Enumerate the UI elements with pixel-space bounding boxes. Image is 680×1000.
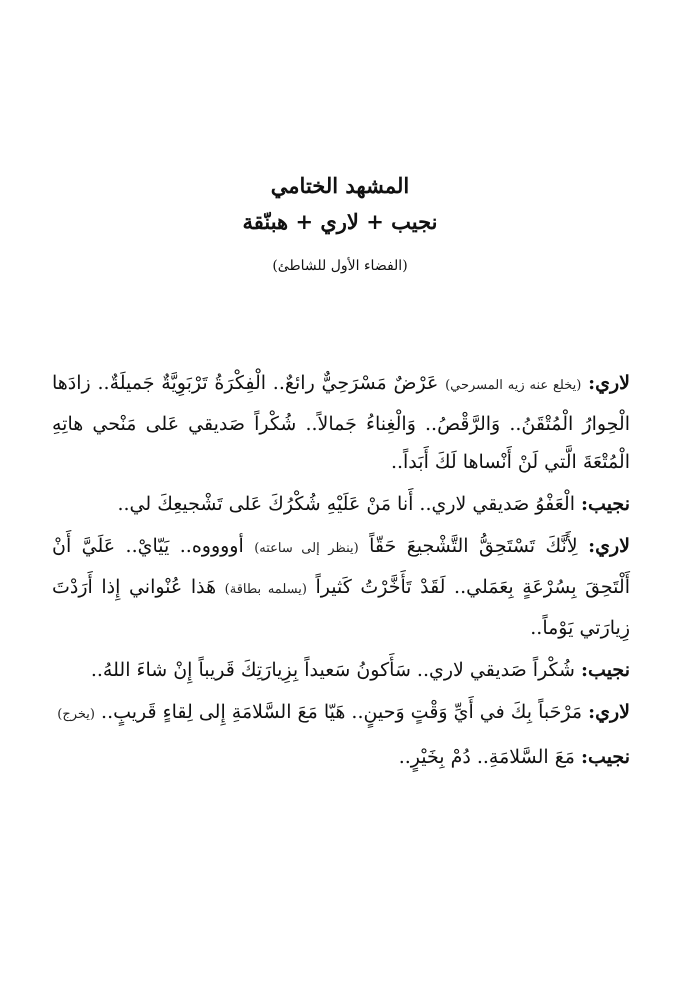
speaker-name: لاري: bbox=[588, 372, 630, 394]
dialogue-entry bbox=[52, 364, 630, 481]
dialogue-text: لِأَنَّكَ تَسْتَحِقُّ التَّشْجيعَ حَقّاً bbox=[358, 535, 578, 557]
scene-title: المشهد الختامي bbox=[270, 173, 410, 198]
speaker-name: لاري: bbox=[588, 535, 630, 557]
stage-direction: (يسلمه بطاقة) bbox=[224, 582, 307, 597]
dialogue bbox=[52, 364, 630, 780]
stage-direction: (ينظر إلى ساعته) bbox=[254, 541, 359, 556]
dialogue-entry bbox=[52, 485, 630, 523]
dialogue-text: الْعَفْوُ صَديقي لاري.. أَنا مَنْ عَلَيْهِ شُكْرُكَ عَلى تَشْجيعِكَ لي.. bbox=[117, 493, 575, 515]
dialogue-text: أووووه.. يَيّايْ.. عَلَيَّ أَنْ أَلْتَحِقَ بِسُرْعَةٍ بِعَمَلي.. لَقَدْ تَأَخَّرْتُ كَثيراً bbox=[52, 535, 630, 598]
dialogue-text: شُكْراً صَديقي لاري.. سَأَكونُ سَعيداً بِزِيارَتِكَ قَريباً إِنْ شاءَ اللهُ.. bbox=[90, 659, 575, 681]
dialogue-text: هَذا عُنْواني إِذا أَرَدْتَ زِيارَتي يَوْماً.. bbox=[52, 576, 630, 639]
dialogue-entry bbox=[52, 693, 630, 734]
dialogue-entry bbox=[52, 651, 630, 689]
dialogue-text: مَرْحَباً بِكَ في أَيِّ وَقْتٍ وَحينٍ.. هَيّا مَعَ السَّلامَةِ إِلى لِقاءٍ قَريبٍ.. bbox=[94, 701, 583, 723]
stage-direction: (يخلع عنه زيه المسرحي) bbox=[445, 378, 582, 393]
dialogue-entry bbox=[52, 738, 630, 776]
dialogue-text: عَرْضٌ مَسْرَحِيٌّ رائعٌ.. الْفِكْرَةُ تَرْبَوِيَّةٌ جَميلَةٌ.. زادَها الْحِوارُ الْمُتْقَنُ.. وَالرَّقْصُ.. وَالْغِناءُ جَمالاً.. شُكْراً صَديقي عَلى مَنْحي هاتِهِ الْمُتْعَةَ الَّتي لَنْ أَنْساها لَكَ أَبَداً.. bbox=[52, 372, 630, 473]
dialogue-text: مَعَ السَّلامَةِ.. دُمْ بِخَيْرٍ.. bbox=[398, 746, 575, 768]
stage-direction: (يخرج) bbox=[57, 707, 95, 722]
speaker-name: لاري: bbox=[588, 701, 630, 723]
speaker-name: نجيب: bbox=[581, 746, 630, 768]
scene-place: (الفضاء الأول للشاطئ) bbox=[272, 258, 408, 274]
speaker-name: نجيب: bbox=[581, 659, 630, 681]
scene-header bbox=[0, 168, 680, 278]
dialogue-entry bbox=[52, 527, 630, 647]
scene-cast: نجيب + لاري + هبنّقة bbox=[242, 209, 438, 234]
speaker-name: نجيب: bbox=[581, 493, 630, 515]
